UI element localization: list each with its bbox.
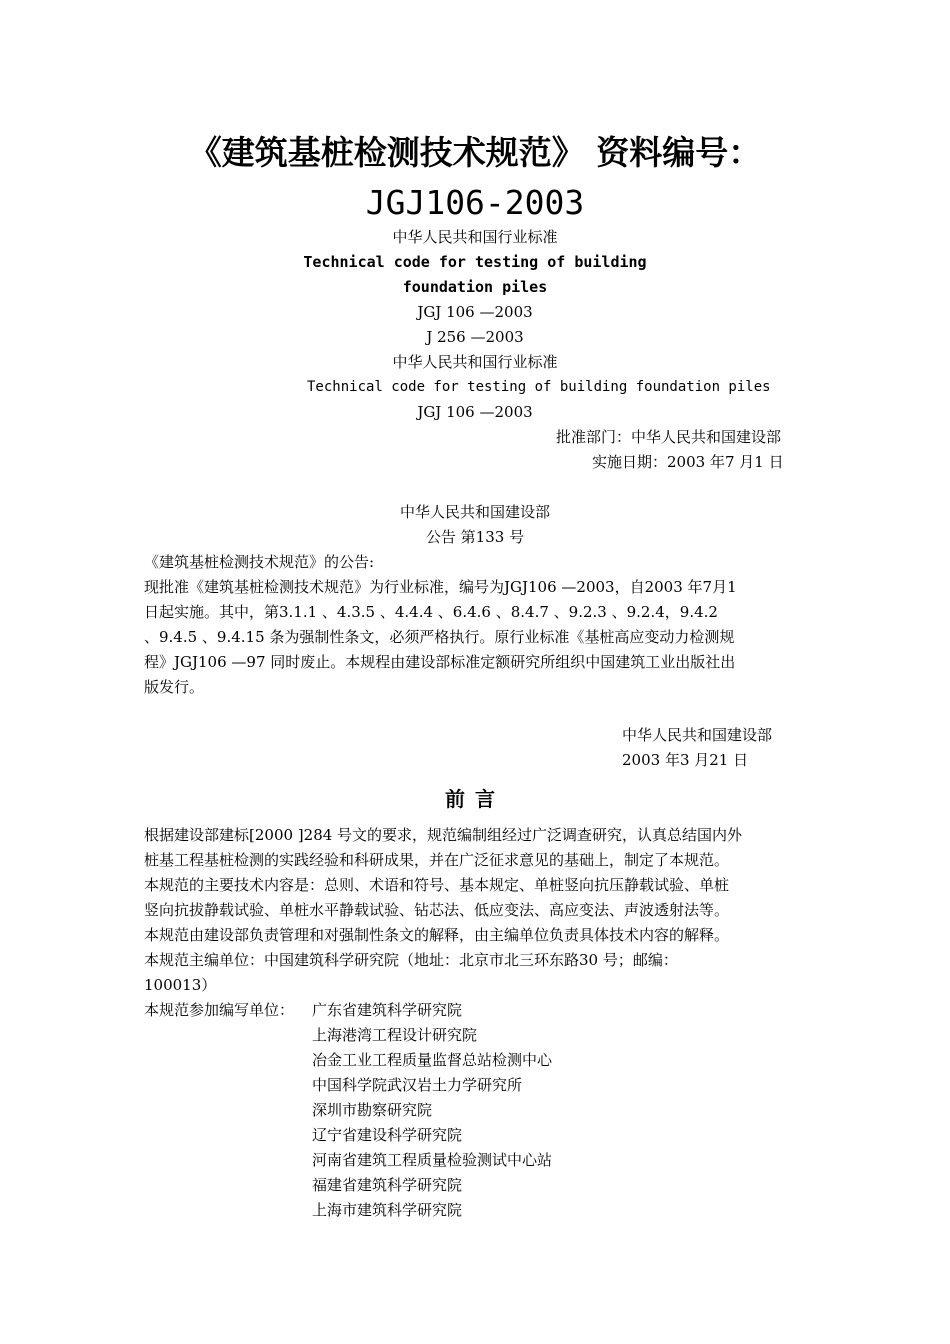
preface-body-line: 竖向抗拔静载试验、单桩水平静载试验、钻芯法、低应变法、高应变法、声波透射法等。 [144,901,730,919]
participant-unit: 冶金工业工程质量监督总站检测中心 [312,1051,553,1069]
participant-unit: 福建省建筑科学研究院 [312,1176,463,1194]
standard-type-cn: 中华人民共和国行业标准 [392,228,558,246]
participant-unit: 上海市建筑科学研究院 [312,1201,463,1219]
participant-unit: 广东省建筑科学研究院 [312,1001,463,1019]
preface-body-line: 本规范的主要技术内容是：总则、术语和符号、基本规定、单桩竖向抗压静载试验、单桩 [144,876,730,894]
participant-unit: 中国科学院武汉岩土力学研究所 [312,1076,523,1094]
english-title-line2: foundation piles [402,278,548,296]
document-title-code: JGJ106-2003 [365,183,585,222]
standard-code-jgj-repeat: JGJ 106 —2003 [417,403,533,421]
announcement-body-line: 、9.4.5 、9.4.15 条为强制性条文，必须严格执行。原行业标准《基桩高应变动力检测规 [144,628,735,646]
standard-code-j: J 256 —2003 [426,328,524,346]
preface-body-line: 根据建设部建标[2000 ]284 号文的要求，规范编制组经过广泛调查研究，认真总结国内外 [144,826,743,844]
preface-body-line: 本规范主编单位：中国建筑科学研究院（地址：北京市北三环东路30 号；邮编： [144,951,678,969]
announcement-number: 公告 第133 号 [425,528,525,546]
participant-unit: 河南省建筑工程质量检验测试中心站 [312,1151,553,1169]
effective-date: 实施日期：2003 年7 月1 日 [592,453,784,471]
english-title-full: Technical code for testing of building foundation piles [307,379,771,395]
announcement-body-line: 现批准《建筑基桩检测技术规范》为行业标准，编号为JGJ106 —2003，自2003 年7月1 [144,578,737,596]
announcement-body-line: 日起实施。其中，第3.1.1 、4.3.5 、4.4.4 、6.4.6 、8.4.7 、9.2.3 、9.2.4，9.4.2 [144,603,718,621]
announcement-subject: 《建筑基桩检测技术规范》的公告: [144,553,375,571]
participant-unit: 辽宁省建设科学研究院 [312,1126,463,1144]
preface-body-line: 100013） [144,976,217,994]
announcement-signature: 中华人民共和国建设部 [622,726,773,744]
preface-body-line: 桩基工程基桩检测的实践经验和科研成果，并在广泛征求意见的基础上，制定了本规范。 [144,851,730,869]
announcement-issuer: 中华人民共和国建设部 [399,503,550,521]
standard-code-jgj: JGJ 106 —2003 [417,303,533,321]
participant-unit: 深圳市勘察研究院 [312,1101,433,1119]
approval-department: 批准部门：中华人民共和国建设部 [556,428,782,446]
participants-label: 本规范参加编写单位： [144,1001,295,1019]
preface-body-line: 本规范由建设部负责管理和对强制性条文的解释，由主编单位负责具体技术内容的解释。 [144,926,730,944]
document-title-line1: 《建筑基桩检测技术规范》 资料编号： [188,133,762,172]
participant-unit: 上海港湾工程设计研究院 [312,1026,478,1044]
english-title-line1: Technical code for testing of building [303,253,647,271]
announcement-body-line: 版发行。 [144,678,205,696]
preface-heading: 前言 [445,787,505,811]
standard-type-cn-repeat: 中华人民共和国行业标准 [392,353,558,371]
announcement-body-line: 程》JGJ106 —97 同时废止。本规程由建设部标准定额研究所组织中国建筑工业出版社出 [144,653,736,671]
announcement-date: 2003 年3 月21 日 [622,751,749,769]
